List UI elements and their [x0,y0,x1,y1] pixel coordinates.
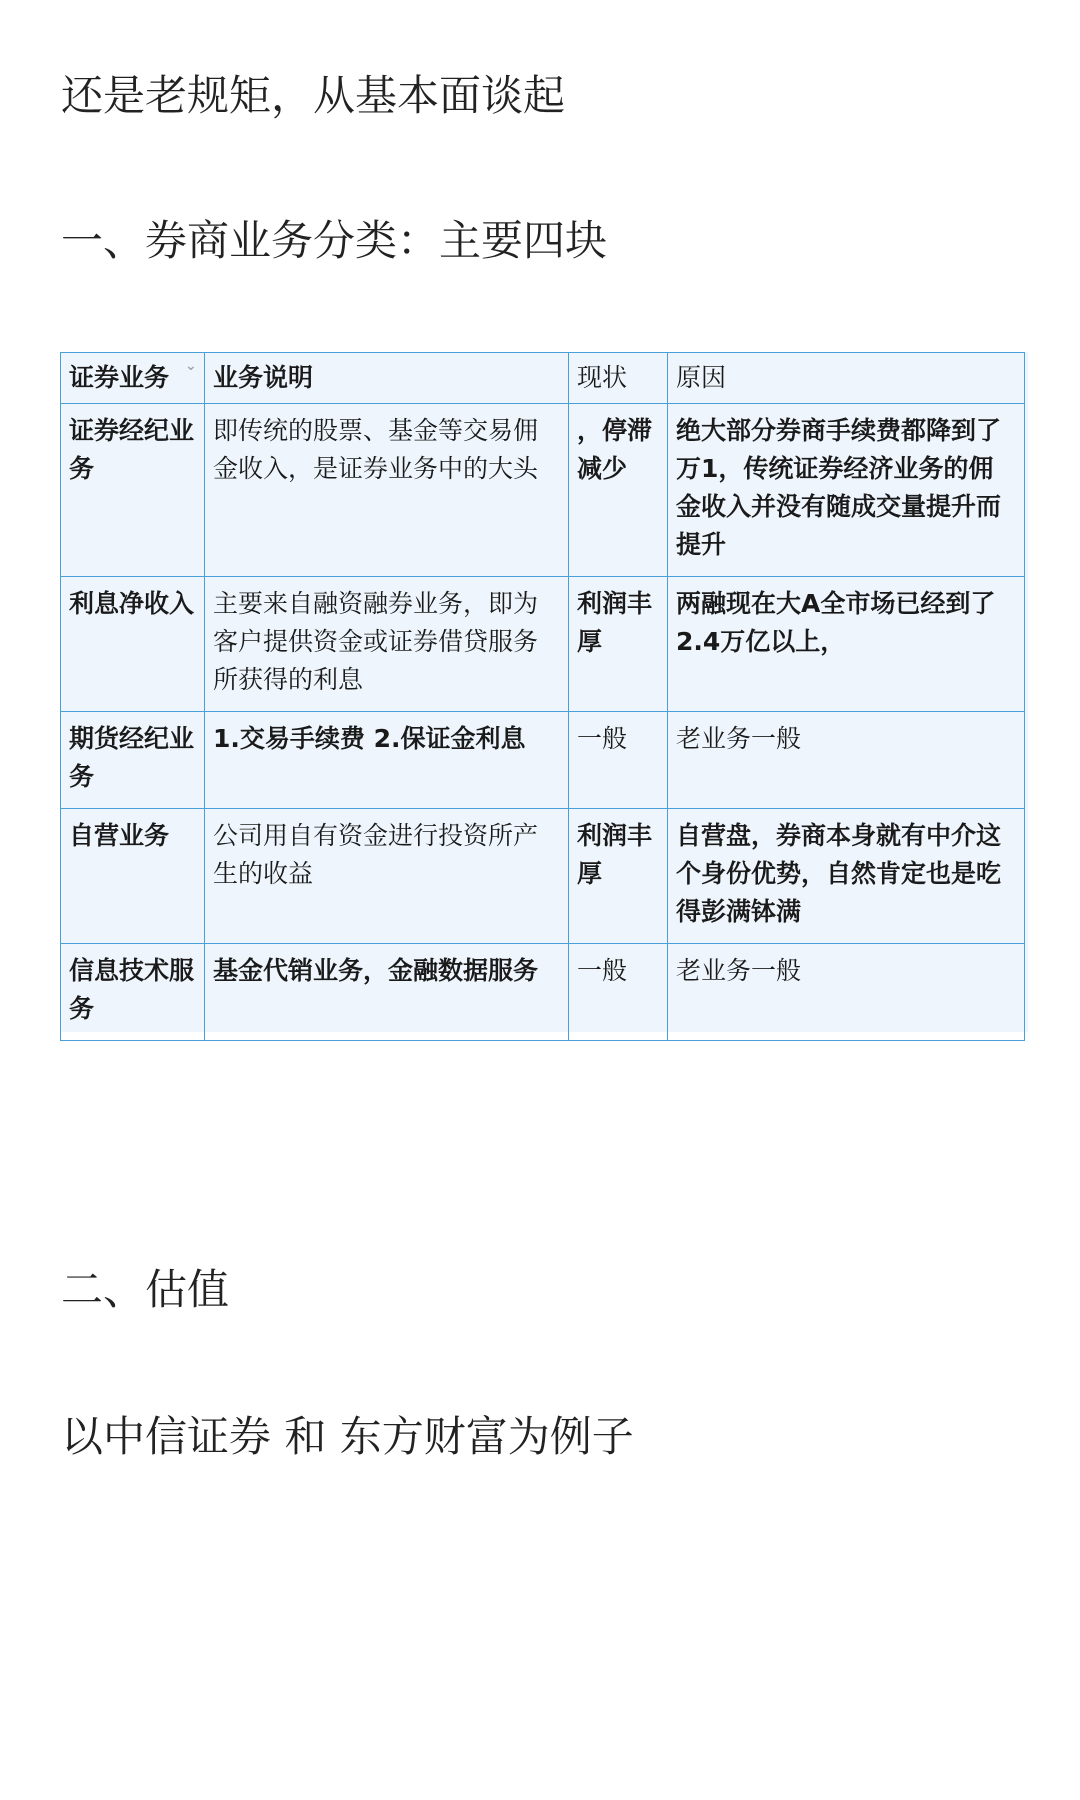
business-table [60,352,1025,1041]
cell-description: 主要来自融资融券业务，即为客户提供资金或证券借贷服务所获得的利息 [205,577,569,712]
table-row [61,577,1025,712]
column-header-reason: 原因 [668,353,1025,404]
table-row [61,404,1025,577]
cell-description: 即传统的股票、基金等交易佣金收入，是证券业务中的大头 [205,404,569,577]
section-heading-valuation: 二、估值 [61,1265,230,1314]
cell-business: 证券经纪业务 [61,404,205,577]
cell-reason: 老业务一般 [668,712,1025,809]
column-header-label: 证券业务 [69,363,170,392]
column-header-description: 业务说明 [205,353,569,404]
column-header-business[interactable] [61,353,205,404]
section-heading-business-types: 一、券商业务分类：主要四块 [61,216,608,265]
cell-reason: 自营盘，券商本身就有中介这个身份优势，自然肯定也是吃得彭满钵满 [668,809,1025,944]
column-header-status: 现状 [569,353,668,404]
table-row [61,809,1025,944]
business-table-container [60,352,1028,1032]
cell-description: 基金代销业务，金融数据服务 [205,944,569,1041]
table-row [61,712,1025,809]
cell-reason: 老业务一般 [668,944,1025,1041]
chevron-down-icon[interactable]: ⌄ [185,358,197,374]
cell-status: 利润丰厚 [569,809,668,944]
cell-description: 1.交易手续费 2.保证金利息 [205,712,569,809]
cell-status: 利润丰厚 [569,577,668,712]
cell-business: 利息净收入 [61,577,205,712]
table-row [61,944,1025,1041]
cell-status: ，停滞减少 [569,404,668,577]
cell-reason: 两融现在大A全市场已经到了2.4万亿以上， [668,577,1025,712]
example-text: 以中信证券 和 东方财富为例子 [61,1412,634,1461]
cell-business: 信息技术服务 [61,944,205,1041]
cell-business: 自营业务 [61,809,205,944]
cell-business: 期货经纪业务 [61,712,205,809]
cell-description: 公司用自有资金进行投资所产生的收益 [205,809,569,944]
table-header-row [61,353,1025,404]
cell-reason: 绝大部分券商手续费都降到了万1，传统证券经济业务的佣金收入并没有随成交量提升而提升 [668,404,1025,577]
cell-status: 一般 [569,712,668,809]
cell-status: 一般 [569,944,668,1041]
intro-text: 还是老规矩，从基本面谈起 [61,71,566,120]
